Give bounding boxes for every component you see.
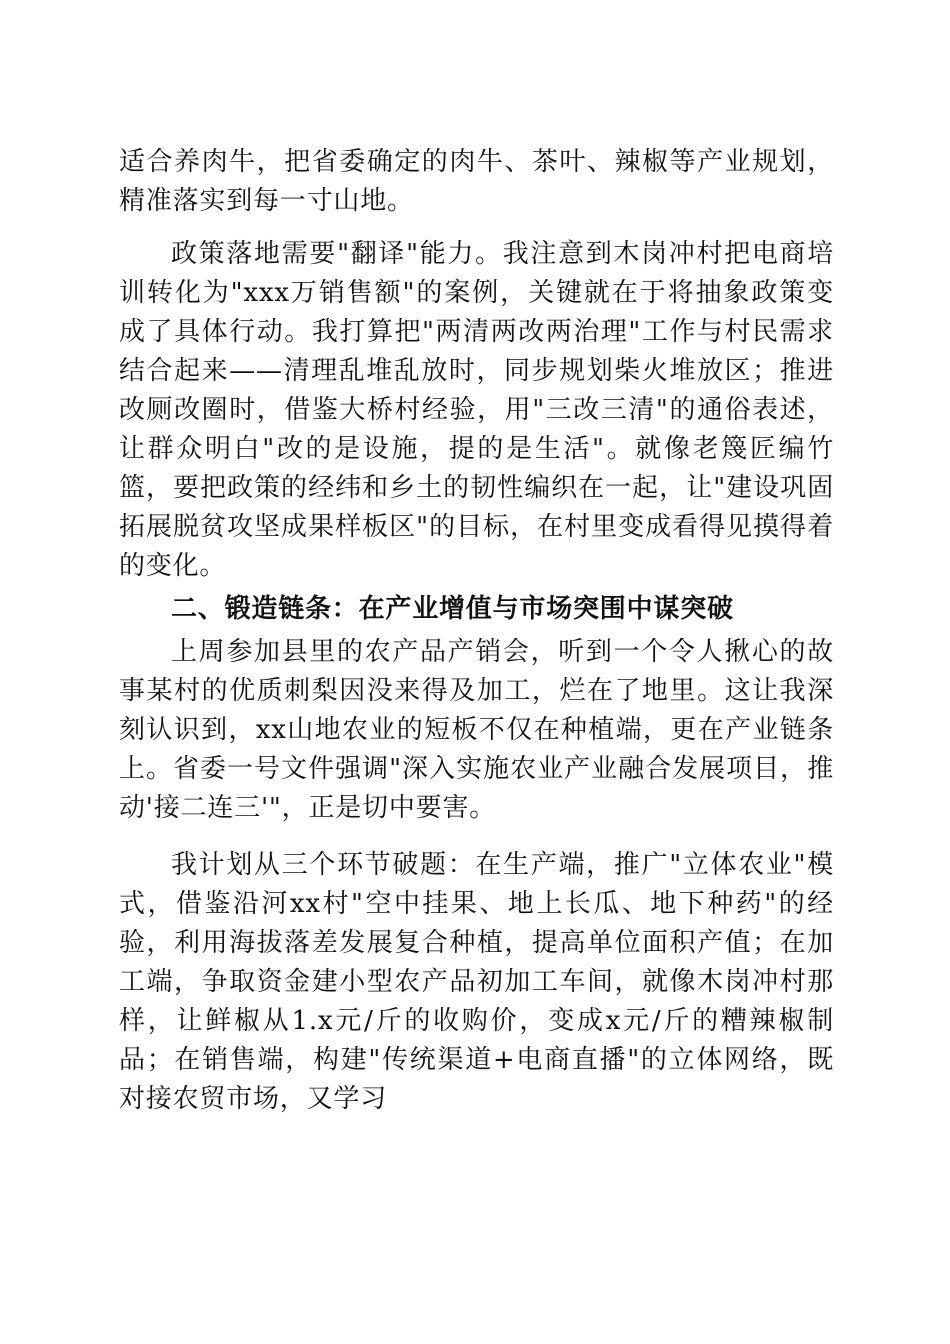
paragraph-policy-translation (119, 235, 834, 586)
paragraph-continuation (119, 143, 834, 221)
paragraph-plan (119, 846, 834, 1119)
section-heading (119, 590, 834, 629)
paragraph-text: 政策落地需要"翻译"能力。我注意到木岗冲村把电商培训转化为"xxx万销售额"的案例，关键就在于将抽象政策变成了具体行动。我打算把"两清两改两治理"工作与村民需求结合起来——清理乱堆乱放时，同步规划柴火堆放区；推进改厕改圈时，借鉴大桥村经验，用"三改三清"的通俗表述，让群众明白"改的是设施，提的是生活"。就像老篾匠编竹篮，要把政策的经纬和乡土的韧性编织在一起，让"建设巩固拓展脱贫攻坚成果样板区"的目标，在村里变成看得见摸得着的变化。 (119, 239, 834, 581)
paragraph-text: 上周参加县里的农产品产销会，听到一个令人揪心的故事某村的优质刺梨因没来得及加工，烂在了地里。这让我深刻认识到，xx山地农业的短板不仅在种植端，更在产业链条上。省委一号文件强调"深入实施农业产业融合发展项目，推动'接二连三'"，正是切中要害。 (119, 637, 834, 823)
paragraph-text: 适合养肉牛，把省委确定的肉牛、茶叶、辣椒等产业规划，精准落实到每一寸山地。 (119, 147, 834, 216)
section-heading-text: 二、锻造链条：在产业增值与市场突围中谋突破 (171, 594, 734, 624)
paragraph-industry-chain (119, 633, 834, 828)
paragraph-text: 我计划从三个环节破题：在生产端，推广"立体农业"模式，借鉴沿河xx村"空中挂果、地上长瓜、地下种药"的经验，利用海拔落差发展复合种植，提高单位面积产值；在加工端，争取资金建小型农产品初加工车间，就像木岗冲村那样，让鲜椒从1.x元/斤的收购价，变成x元/斤的糟辣椒制品；在销售端，构建"传统渠道+电商直播"的立体网络，既对接农贸市场，又学习 (119, 850, 834, 1114)
